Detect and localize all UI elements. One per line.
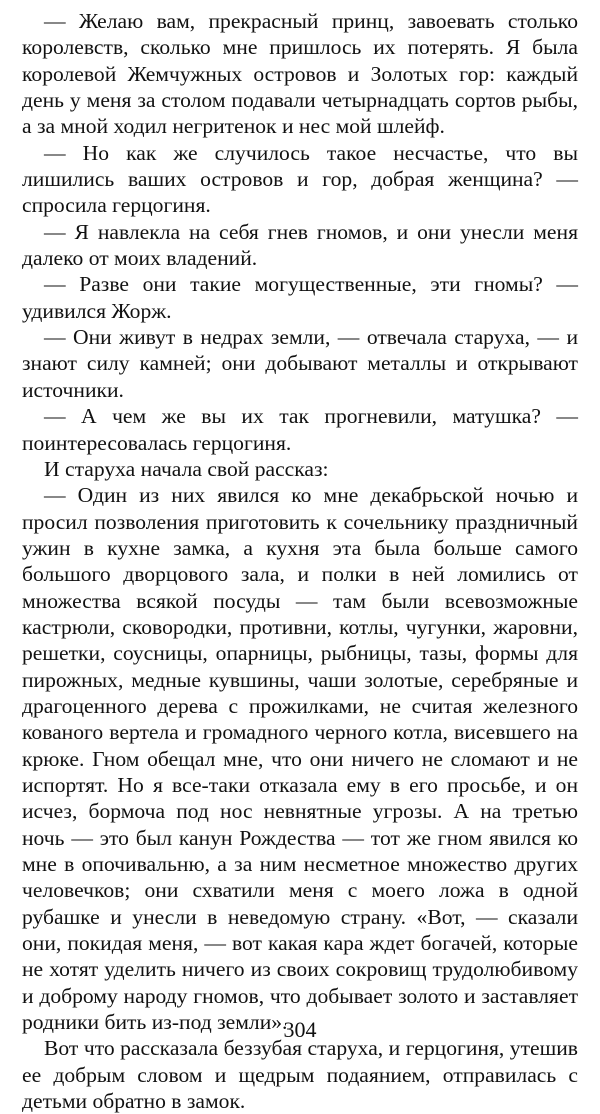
paragraph-6: — А чем же вы их так прогневили, матушка? — поинтересовалась герцогиня. [22, 404, 578, 455]
paragraph-8: — Один из них явился ко мне декабрьской ночью и просил позволения приготовить к сочельнику праздничный ужин в кухне замка, а кухня эта была больше самого большого дворцового зала, и полки в ней ломились от множества всякой посуды — там были всевозможные кастрюли, сковородки, противни, котлы, чугунки, жаровни, решетки, соусницы, опарницы, рыбницы, тазы, формы для пирожных, медные кувшины, чаши золотые, серебряные и драгоценного дерева с прожилками, не считая железного кованого вертела и громадного черного котла, висевшего на крюке. Гном обещал мне, что они ничего не сломают и не испортят. Но я все-таки отказала ему в его просьбе, и он исчез, бормоча под нос невнятные угрозы. А на третью ночь — это был канун Рождества — тот же гном явился ко мне в опочивальню, а за ним несметное множество других человечков; они схватили меня с моего ложа в одной рубашке и унесли в неведомую страну. «Вот, — сказали они, покидая меня, — вот какая кара ждет богачей, которые не хотят уделить ничего из своих сокровищ трудолюбивому и доброму народу гномов, что добывает золото и заставляет родники бить из-под земли». [22, 483, 578, 1035]
paragraph-3: — Я навлекла на себя гнев гномов, и они унесли меня далеко от моих владений. [22, 219, 578, 271]
paragraph-2: — Но как же случилось такое несчастье, что вы лишились ваших островов и гор, добрая женщина? — спросила герцогиня. [22, 140, 578, 218]
book-page [22, 8, 578, 1114]
page-number: 304 [283, 1017, 317, 1042]
paragraph-4: — Разве они такие могущественные, эти гномы? — удивился Жорж. [22, 272, 578, 323]
paragraph-1: — Желаю вам, прекрасный принц, завоевать столько королевств, сколько мне пришлось их потерять. Я была королевой Жемчужных островов и Золотых гор: каждый день у меня за столом подавали четырнадцать сортов рыбы, а за мной ходил негритенок и нес мой шлейф. [22, 9, 578, 139]
paragraph-5: — Они живут в недрах земли, — отвечала старуха, — и знают силу камней; они добывают металлы и открывают источники. [22, 325, 578, 402]
paragraph-9: Вот что рассказала беззубая старуха, и герцогиня, утешив ее добрым словом и щедрым подаянием, отправилась с детьми обратно в замок. [22, 1036, 578, 1114]
paragraph-7: И старуха начала свой рассказ: [44, 456, 329, 481]
